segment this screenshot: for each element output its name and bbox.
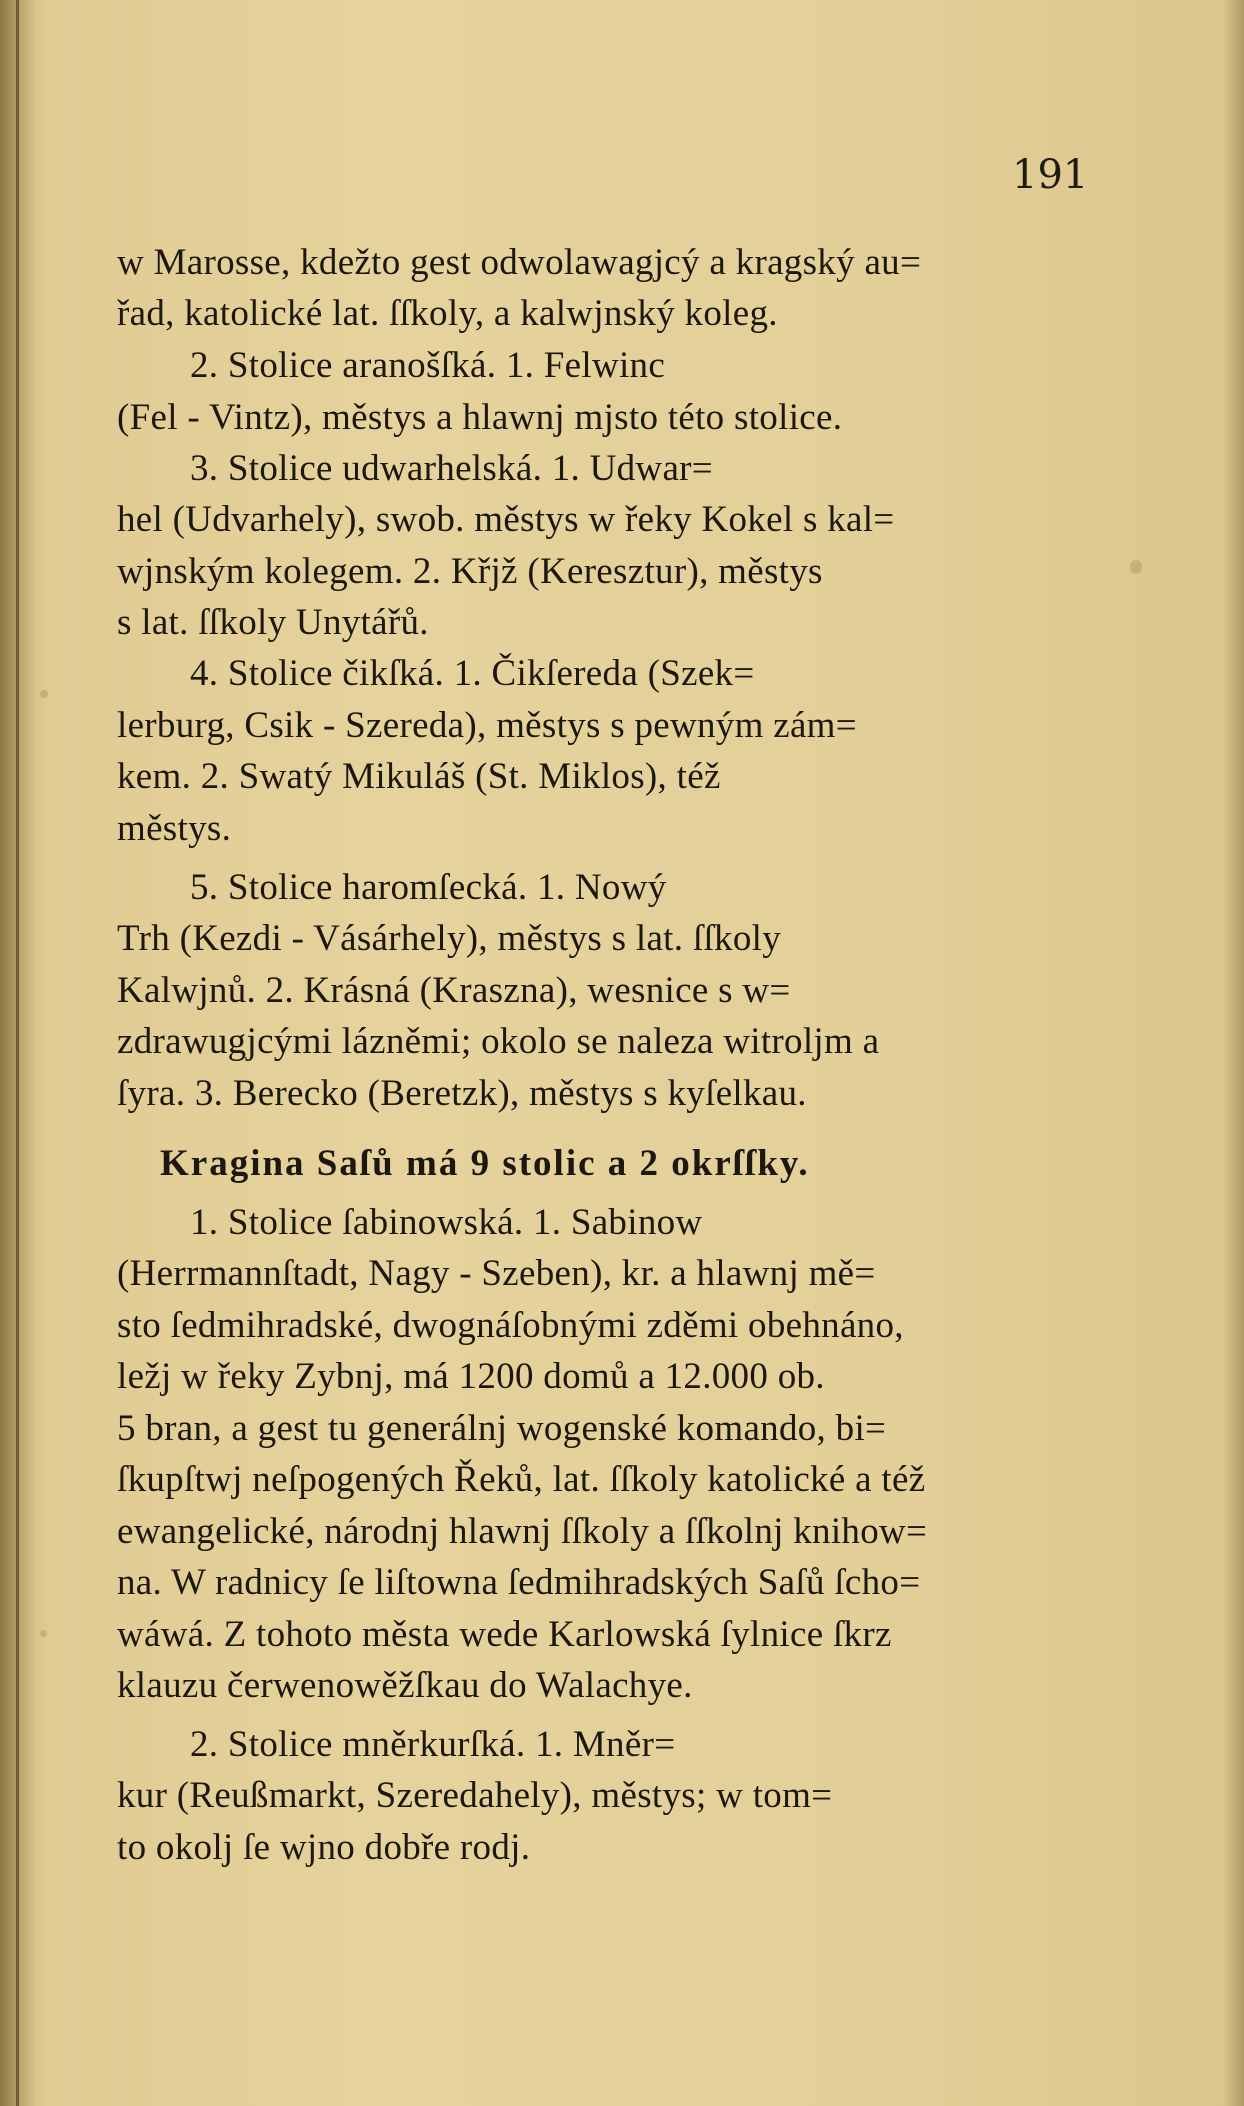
text-line: wáwá. Z tohoto města wede Karlowská ſylnice ſkrz xyxy=(117,1614,892,1655)
text-line: 2. Stolice aranošſká. 1. Felwinc xyxy=(190,345,666,386)
text-line: s lat. ſſkoly Unytářů. xyxy=(117,602,429,643)
text-line: Kalwjnů. 2. Krásná (Kraszna), wesnice s w= xyxy=(117,970,791,1011)
text-line: zdrawugjcými lázněmi; okolo se naleza witroljm a xyxy=(117,1021,880,1062)
text-line: (Fel - Vintz), městys a hlawnj mjsto této stolice. xyxy=(117,397,843,438)
text-line: ſyra. 3. Berecko (Beretzk), městys s kyſelkau. xyxy=(117,1073,807,1114)
text-line: Trh (Kezdi - Vásárhely), městys s lat. ſſkoly xyxy=(117,918,781,959)
text-line: řad, katolické lat. ſſkoly, a kalwjnský koleg. xyxy=(117,293,778,334)
paper-spot xyxy=(40,690,48,698)
text-line: ſkupſtwj neſpogených Řeků, lat. ſſkoly katolické a též xyxy=(117,1459,926,1500)
binding-line xyxy=(16,0,19,2106)
text-line: klauzu čerwenowěžſkau do Walachye. xyxy=(117,1665,693,1706)
text-line: na. W radnicy ſe liſtowna ſedmihradských Saſů ſcho= xyxy=(117,1562,921,1603)
text-line: 1. Stolice ſabinowská. 1. Sabinow xyxy=(190,1202,703,1243)
text-line: w Marosse, kdežto gest odwolawagjcý a kragský au= xyxy=(117,242,922,283)
text-line: městys. xyxy=(117,808,232,849)
text-line: kem. 2. Swatý Mikuláš (St. Miklos), též xyxy=(117,756,721,797)
text-line: (Herrmannſtadt, Nagy - Szeben), kr. a hlawnj mě= xyxy=(117,1253,876,1294)
page-number: 191 xyxy=(1012,152,1089,198)
text-line: ležj w řeky Zybnj, má 1200 domů a 12.000 ob. xyxy=(117,1356,825,1397)
text-line: sto ſedmihradské, dwognáſobnými zděmi obehnáno, xyxy=(117,1305,904,1346)
paper-spot xyxy=(1130,560,1142,574)
page-edge-shadow xyxy=(1222,0,1244,2106)
section-heading: Kragina Saſů má 9 stolic a 2 okrſſky. xyxy=(160,1143,810,1184)
text-line: lerburg, Csik - Szereda), městys s pewným zám= xyxy=(117,705,857,746)
text-line: ewangelické, národnj hlawnj ſſkoly a ſſkolnj knihow= xyxy=(117,1511,928,1552)
text-line: kur (Reußmarkt, Szeredahely), městys; w tom= xyxy=(117,1775,833,1816)
text-line: 2. Stolice mněrkurſká. 1. Mněr= xyxy=(190,1724,676,1765)
text-line: wjnským kolegem. 2. Křjž (Keresztur), městys xyxy=(117,551,823,592)
text-line: 5 bran, a gest tu generálnj wogenské komando, bi= xyxy=(117,1408,887,1449)
text-line: hel (Udvarhely), swob. městys w řeky Kokel s kal= xyxy=(117,499,895,540)
text-line: 5. Stolice haromſecká. 1. Nowý xyxy=(190,867,667,908)
paper-spot xyxy=(40,1630,47,1637)
text-line: 4. Stolice čikſká. 1. Čikſereda (Szek= xyxy=(190,653,755,694)
text-line: to okolj ſe wjno dobře rodj. xyxy=(117,1827,531,1868)
text-line: 3. Stolice udwarhelská. 1. Udwar= xyxy=(190,448,713,489)
